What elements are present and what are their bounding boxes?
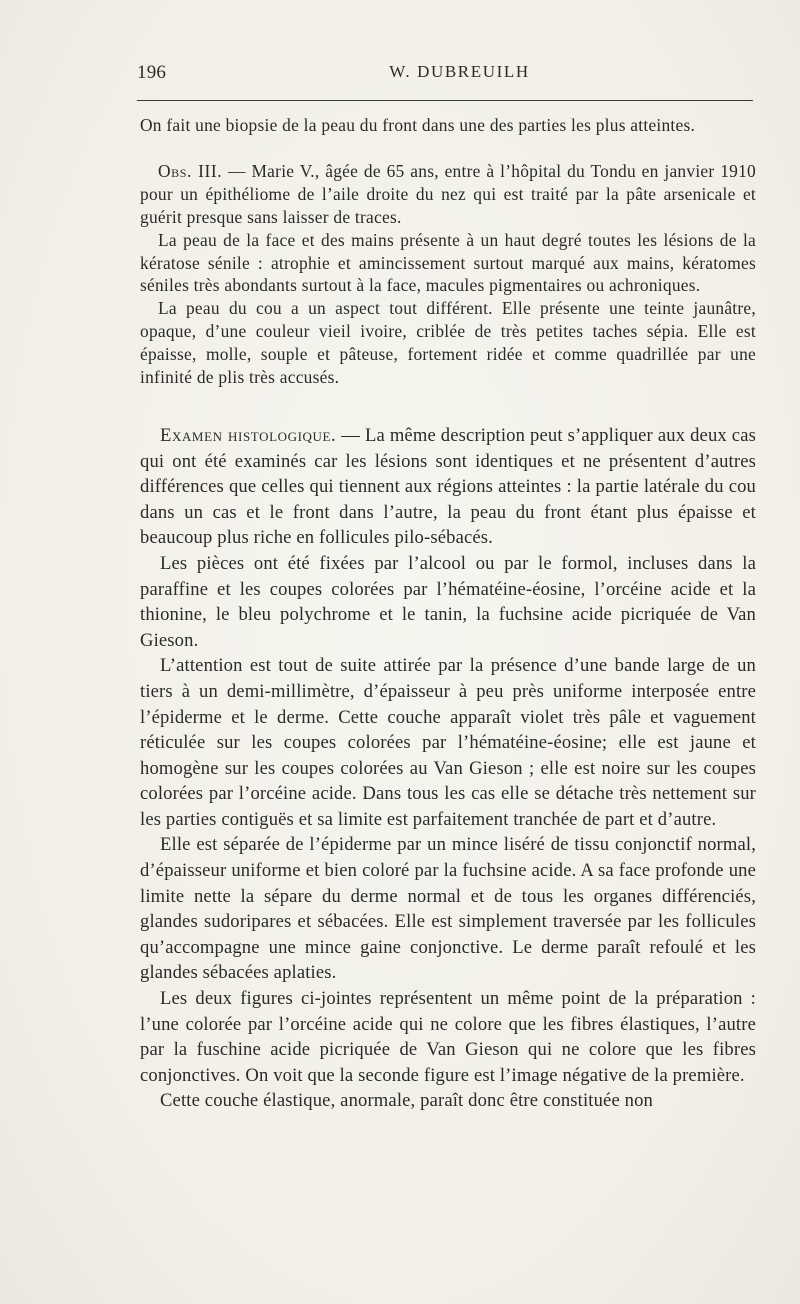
examen-paragraph-6: Cette couche élastique, anormale, paraît donc être constituée non bbox=[160, 1090, 653, 1112]
intro-paragraph: On fait une biopsie de la peau du front dans une des parties les plus atteintes. bbox=[140, 115, 696, 135]
page-number: 196 bbox=[137, 62, 167, 83]
observation-label: Obs. III. bbox=[158, 160, 223, 181]
observation-dash: — bbox=[222, 160, 252, 181]
examen-dash: — bbox=[336, 424, 365, 446]
examen-opening: La même description peut s’appliquer aux deux cas qui ont été examinés car les lésions sont identiques et ne présentent d’autres différences que celles qui tiennent aux régions atteintes : la partie latérale du cou dans un cas et le front dans l’autre, la peau du front étant plus épaisse et beaucoup plus riche en follicules pilo-sébacés. bbox=[140, 424, 756, 549]
examen-label: Examen histologique. bbox=[160, 424, 337, 446]
observation-paragraph-3: La peau du cou a un aspect tout différent. Elle présente une teinte jaunâtre, opaque, d’une couleur vieil ivoire, criblée de très petites taches sépia. Elle est épaisse, molle, souple et pâteuse, fortement ridée et comme quadrillée par une infinité de plis très accusés. bbox=[140, 298, 756, 388]
examen-paragraph-5: Les deux figures ci-jointes représentent un même point de la préparation : l’une colorée par l’orcéine acide qui ne colore que les fibres élastiques, l’autre par la fuschine acide picriquée de Van Gieson qui ne colore que les fibres conjonctives. On voit que la seconde figure est l’image négative de la première. bbox=[140, 988, 756, 1086]
observation-section bbox=[140, 160, 756, 389]
header-rule bbox=[137, 100, 753, 101]
page-header bbox=[137, 62, 752, 90]
examen-paragraph-2: Les pièces ont été fixées par l’alcool ou par le formol, incluses dans la paraffine et les coupes colorées par l’hématéine-éosine, l’orcéine acide et la thionine, le bleu polychrome et le tanin, la fuchsine acide picriquée de Van Gieson. bbox=[140, 552, 756, 651]
examen-paragraph-3: L’attention est tout de suite attirée par la présence d’une bande large de un tiers à un demi-millimètre, d’épaisseur à peu près uniforme interposée entre l’épiderme et le derme. Cette couche apparaît violet très pâle et vaguement réticulée sur les coupes colorées par l’hématéine-éosine; elle est jaune et homogène sur les coupes colorées au Van Gieson ; elle est noire sur les coupes colorées par l’orcéine acide. Dans tous les cas elle se détache très nettement sur les parties contiguës et sa limite est parfaitement tranchée de part et d’autre. bbox=[140, 655, 756, 830]
observation-paragraph-2: La peau de la face et des mains présente à un haut degré toutes les lésions de la kératose sénile : atrophie et amincissement surtout marqué aux mains, kératomes séniles très abondants surtout à la face, macules pigmentaires ou achroniques. bbox=[140, 229, 756, 296]
examen-paragraph-1 bbox=[140, 423, 756, 551]
running-head: W. DUBREUILH bbox=[389, 62, 530, 81]
observation-opening: Marie V., âgée de 65 ans, entre à l’hôpital du Tondu en janvier 1910 pour un épithéliome de l’aile droite du nez qui est traité par la pâte arsenicale et guérit presque sans laisser de traces. bbox=[140, 160, 756, 227]
observation-paragraph-1 bbox=[140, 160, 756, 229]
examen-section bbox=[140, 423, 756, 1114]
examen-paragraph-4: Elle est séparée de l’épiderme par un mince liséré de tissu conjonctif normal, d’épaisseur uniforme et bien coloré par la fuchsine acide. A sa face profonde une limite nette la sépare du derme normal et de tous les organes différenciés, glandes sudoripares et sébacées. Elle est simplement traversée par les follicules qu’accompagne une mince gaine conjonctive. Le derme paraît refoulé et les glandes sébacées aplaties. bbox=[140, 834, 756, 984]
section-gap bbox=[140, 148, 756, 160]
page-body bbox=[140, 114, 756, 1114]
intro-section bbox=[140, 114, 756, 137]
